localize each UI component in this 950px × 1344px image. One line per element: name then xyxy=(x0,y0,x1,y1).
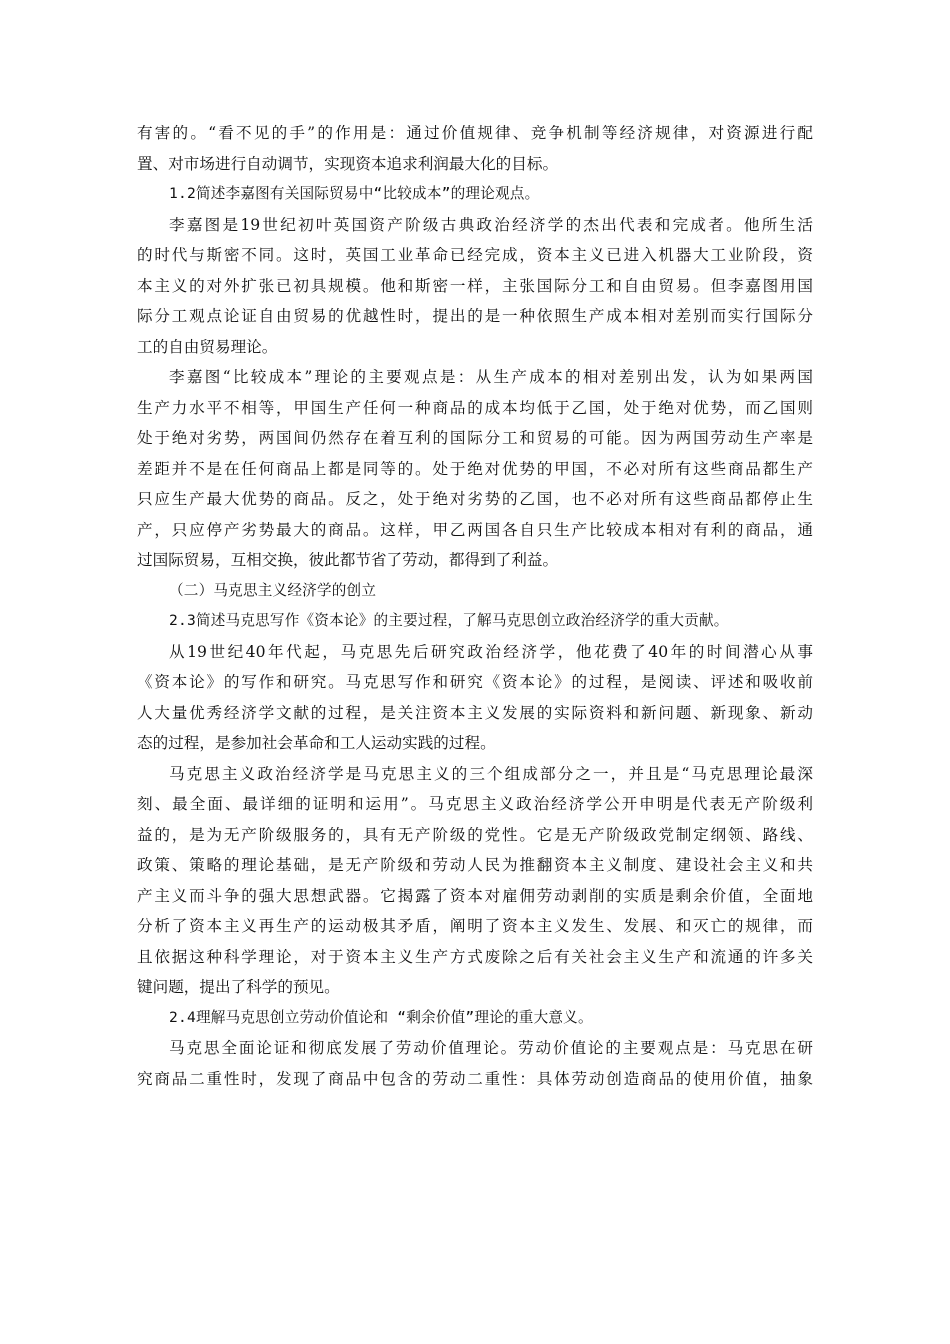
paragraph-invisible-hand-end xyxy=(137,118,813,179)
text-line: 差距并不是在任何商品上都是同等的。处于绝对优势的甲国，不必对所有这些商品都生产 xyxy=(137,459,813,478)
page-body-text xyxy=(137,118,813,1094)
text-line: 人大量优秀经济学文献的过程，是关注资本主义发展的实际资料和新问题、新现象、新动 xyxy=(137,703,813,722)
paragraph-marxist-political-economy xyxy=(137,759,813,1003)
text-line: 处于绝对劣势，两国间仍然存在着互利的国际分工和贸易的可能。因为两国劳动生产率是 xyxy=(137,429,813,447)
text-line: 只应生产最大优势的商品。反之，处于绝对劣势的乙国，也不必对所有这些商品都停止生 xyxy=(137,490,813,508)
text-line: 李嘉图是19世纪初叶英国资产阶级古典政治经济学的杰出代表和完成者。他所生活 xyxy=(169,215,813,234)
text-line: 工的自由贸易理论。 xyxy=(137,337,278,356)
text-line: 究商品二重性时，发现了商品中包含的劳动二重性：具体劳动创造商品的使用价值，抽象 xyxy=(137,1069,813,1088)
text-line: 本主义的对外扩张已初具规模。他和斯密一样，主张国际分工和自由贸易。但李嘉图用国 xyxy=(137,276,813,295)
text-line: 有害的。“看不见的手”的作用是：通过价值规律、竞争机制等经济规律，对资源进行配 xyxy=(137,124,813,142)
heading-text: 2.3简述马克思写作《资本论》的主要过程，了解马克思创立政治经济学的重大贡献。 xyxy=(169,612,729,629)
heading-1-2 xyxy=(137,179,813,210)
paragraph-ricardo-intro xyxy=(137,210,813,363)
paragraph-das-kapital xyxy=(137,637,813,759)
text-line: 产主义而斗争的强大思想武器。它揭露了资本对雇佣劳动剥削的实质是剩余价值，全面地 xyxy=(137,886,813,905)
text-line: 分析了资本主义再生产的运动极其矛盾，阐明了资本主义发生、发展、和灭亡的规律，而 xyxy=(137,917,813,935)
heading-2-4 xyxy=(137,1003,813,1034)
heading-text: 2.4理解马克思创立劳动价值论和 “剩余价值”理论的重大意义。 xyxy=(169,1008,593,1026)
text-line: 马克思全面论证和彻底发展了劳动价值理论。劳动价值论的主要观点是：马克思在研 xyxy=(169,1039,813,1057)
text-line: 过国际贸易，互相交换，彼此都节省了劳动，都得到了利益。 xyxy=(137,551,559,569)
paragraph-comparative-cost xyxy=(137,362,813,576)
text-line: 置、对市场进行自动调节，实现资本追求利润最大化的目标。 xyxy=(137,154,559,173)
text-line: 益的，是为无产阶级服务的，具有无产阶级的党性。它是无产阶级政党制定纲领、路线、 xyxy=(137,825,813,844)
text-line: 生产力水平不相等，甲国生产任何一种商品的成本均低于乙国，处于绝对优势，而乙国则 xyxy=(137,398,813,417)
text-line: 的时代与斯密不同。这时，英国工业革命已经完成，资本主义已进入机器大工业阶段，资 xyxy=(137,246,813,264)
heading-2-3 xyxy=(137,606,813,637)
heading-text: 1.2简述李嘉图有关国际贸易中“比较成本”的理论观点。 xyxy=(169,185,540,202)
text-line: 刻、最全面、最详细的证明和运用”。马克思主义政治经济学公开申明是代表无产阶级利 xyxy=(137,795,813,813)
text-line: 态的过程，是参加社会革命和工人运动实践的过程。 xyxy=(137,734,496,752)
text-line: 键问题，提出了科学的预见。 xyxy=(137,978,340,996)
text-line: 《资本论》的写作和研究。马克思写作和研究《资本论》的过程，是阅读、评述和吸收前 xyxy=(137,673,813,691)
paragraph-labor-value xyxy=(137,1033,813,1094)
heading-text: （二）马克思主义经济学的创立 xyxy=(169,581,377,599)
text-line: 李嘉图“比较成本”理论的主要观点是：从生产成本的相对差别出发，认为如果两国 xyxy=(169,368,813,386)
text-line: 马克思主义政治经济学是马克思主义的三个组成部分之一，并且是“马克思理论最深 xyxy=(169,764,813,783)
text-line: 政策、策略的理论基础，是无产阶级和劳动人民为推翻资本主义制度、建设社会主义和共 xyxy=(137,856,813,874)
text-line: 从19世纪40年代起，马克思先后研究政治经济学，他花费了40年的时间潜心从事 xyxy=(169,642,813,661)
text-line: 产，只应停产劣势最大的商品。这样，甲乙两国各自只生产比较成本相对有利的商品，通 xyxy=(137,520,813,539)
heading-section-2 xyxy=(137,576,813,607)
text-line: 际分工观点论证自由贸易的优越性时，提出的是一种依照生产成本相对差别而实行国际分 xyxy=(137,307,813,325)
text-line: 且依据这种科学理论，对于资本主义生产方式废除之后有关社会主义生产和流通的许多关 xyxy=(137,947,813,966)
